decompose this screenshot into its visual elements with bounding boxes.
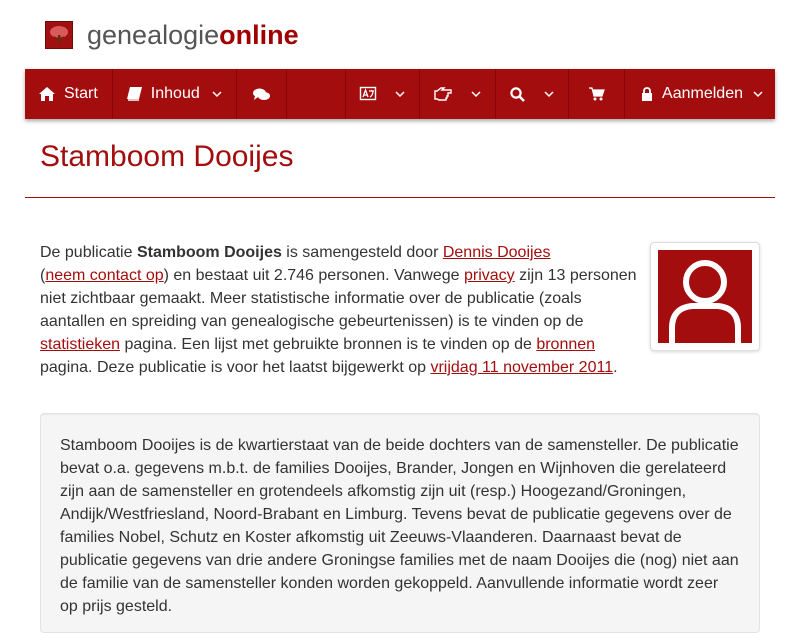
nav-spacer [287,69,346,119]
tree-logo-icon [45,21,73,49]
chevron-down-icon [753,91,763,98]
sources-link[interactable]: bronnen [536,336,596,353]
avatar [658,250,752,343]
comments-icon [253,88,270,101]
title-divider [25,197,775,198]
nav-search[interactable] [496,69,569,119]
publication-description: Stamboom Dooijes is de kwartierstaat van de beide dochters van de samensteller. De publicatie bevat o.a. gegevens m.b.t. de families Dooijes, Brander, Jongen en Wijnhoven die gerelateerd zijn aan de samensteller en grotendeels afkomstig zijn uit (resp.) Hoogezand/Groningen, Andijk/Westfriesland, Noord-Brabant en Limburg. Tevens bevat de publicatie gegevens over de families Nobel, Schutz en Koster afkomstig uit Zeeuws-Vlaanderen. Daarnaast bevat de publicatie gegevens van drie andere Groningse families met de naam Dooijes die (nog) niet aan de familie van de samensteller konden worden gekoppeld. Aanvullende informatie wordt zeer op prijs gesteld. [40,413,760,633]
brand-name-part2: online [219,19,299,50]
nav-login-label: Aanmelden [662,85,743,102]
home-icon [39,87,55,101]
hand-point-icon [434,87,452,101]
main-navbar [25,69,775,119]
chevron-down-icon [212,91,222,98]
nav-forum[interactable] [237,69,287,119]
nav-start-label: Start [64,85,98,102]
intro-text: pagina. Deze publicatie is voor het laatst bijgewerkt op [40,359,431,376]
chevron-down-icon [544,91,554,98]
lock-icon [641,87,653,101]
nav-inhoud[interactable] [113,69,237,119]
nav-pointer[interactable] [420,69,496,119]
chevron-down-icon [395,91,405,98]
book-icon [127,87,142,101]
intro-text: ) en bestaat uit 2.746 personen. Vanwege [163,267,464,284]
search-icon [510,87,525,102]
nav-login[interactable] [625,69,775,119]
nav-language[interactable] [346,69,420,119]
cart-icon [589,87,604,101]
last-updated-link[interactable]: vrijdag 11 november 2011 [430,359,614,376]
intro-text: is samengesteld door [281,244,443,261]
brand-name [87,20,299,51]
intro-text: . [613,359,618,376]
intro-text: ( [40,267,46,284]
user-avatar-icon [658,250,752,343]
nav-cart[interactable] [569,69,625,119]
brand-name-part1: genealogie [87,19,220,50]
intro-text: zijn 13 personen niet zichtbaar gemaakt. Meer statistische informatie over de publicatie (zoals aantallen en spreiding van genealogische gebeurtenissen) is te vinden op de [40,267,637,330]
site-brand[interactable] [45,18,299,52]
statistics-link[interactable]: statistieken [40,336,121,353]
author-avatar-thumbnail[interactable] [650,242,760,351]
contact-link[interactable]: neem contact op [45,267,164,284]
publication-name: Stamboom Dooijes [136,244,282,261]
privacy-link[interactable]: privacy [463,267,515,284]
intro-text: De publicatie [40,244,137,261]
nav-start[interactable] [25,69,113,119]
publication-intro [40,241,640,379]
page-title: Stamboom Dooijes [40,140,294,173]
chevron-down-icon [471,91,481,98]
intro-text: pagina. Een lijst met gebruikte bronnen is te vinden op de [120,336,537,353]
author-link[interactable]: Dennis Dooijes [442,244,551,261]
language-icon [360,86,376,102]
nav-inhoud-label: Inhoud [150,85,200,102]
